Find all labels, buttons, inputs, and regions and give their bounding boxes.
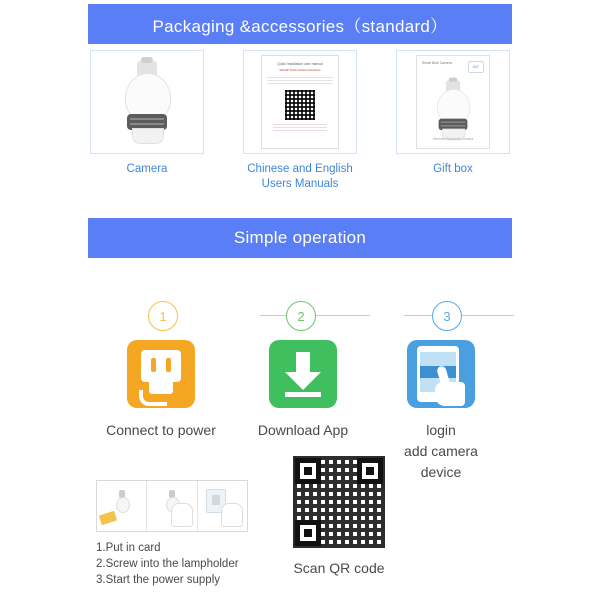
giftbox-image-box (396, 50, 510, 154)
manual-qr-icon (283, 88, 317, 122)
manual-art-footer-lines (267, 124, 333, 131)
qr-caption: Scan QR code (293, 560, 385, 576)
operation-banner-text: Simple operation (233, 228, 367, 247)
step-badge-2: 2 (286, 301, 316, 331)
manual-art-subtitle: WiFi/AP Smart Camera Instructions (279, 69, 321, 72)
manual-image-box (243, 50, 357, 154)
manual-booklet-icon (261, 55, 339, 149)
camera-caption: Camera (126, 163, 168, 175)
packaging-items-row (88, 50, 512, 200)
howto-step-1: 1.Put in card (96, 542, 161, 554)
howto-block (96, 480, 248, 588)
packaging-item-manual (241, 50, 359, 200)
insert-card-illustration (97, 481, 147, 531)
manual-art-title: Quick Installation user manual (277, 62, 323, 66)
gift-box-icon (416, 55, 490, 149)
camera-image-box (90, 50, 204, 154)
operation-section-banner (88, 218, 512, 258)
screw-bulb-illustration (147, 481, 197, 531)
packaging-banner-text: Packaging &accessories（standard） (152, 16, 448, 36)
step-label-3-line2: add camera (404, 443, 478, 459)
step-label-3-line3: device (420, 464, 462, 480)
step-badge-3: 3 (432, 301, 462, 331)
giftbox-caption: Gift box (433, 163, 473, 175)
giftbox-footer-text: Wireless Panoramic Camera (432, 137, 474, 141)
howto-step-2: 2.Screw into the lampholder (96, 558, 239, 570)
tablet-touch-icon (407, 340, 475, 408)
giftbox-brand-text: Smart Bulb Camera (422, 61, 452, 65)
manual-art-lines (267, 77, 333, 84)
howto-step-3: 3.Start the power supply (96, 574, 221, 586)
packaging-item-giftbox (394, 50, 512, 200)
giftbox-badge: 360° (468, 61, 484, 73)
power-switch-illustration (198, 481, 247, 531)
howto-illustration-strip (96, 480, 248, 532)
step-label-3-line1: login (426, 422, 456, 438)
download-arrow-icon (269, 340, 337, 408)
packaging-section-banner (88, 4, 512, 44)
giftbox-bulb-art (432, 79, 474, 141)
step-label-2: Download App (257, 422, 349, 438)
howto-step-list (96, 540, 248, 588)
power-plug-icon (127, 340, 195, 408)
bulb-camera-icon (118, 59, 176, 145)
step-badge-1: 1 (148, 301, 178, 331)
qr-block (264, 456, 414, 576)
qr-code-icon (293, 456, 385, 548)
packaging-item-camera (88, 50, 206, 200)
manual-caption: Chinese and English Users Manuals (247, 163, 353, 190)
step-label-1: Connect to power (106, 422, 216, 438)
